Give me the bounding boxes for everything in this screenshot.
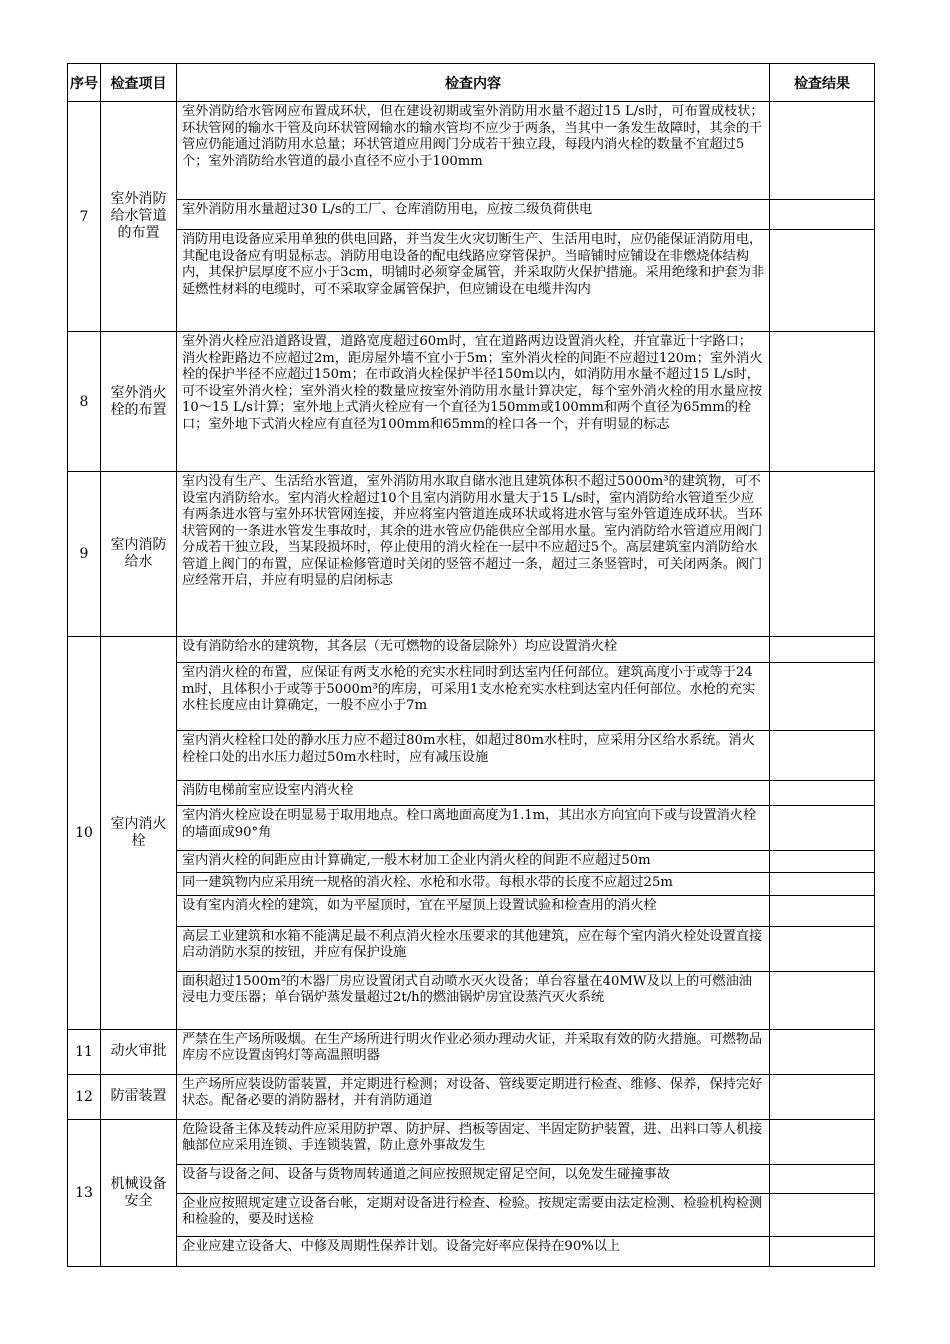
section-item: 机械设备安全 — [101, 1119, 177, 1266]
check-content: 严禁在生产场所吸烟。在生产场所进行明火作业必须办理动火证，并采取有效的防火措施。可燃物品库房不应设置卤钨灯等高温照明器 — [177, 1029, 770, 1074]
header-content: 检查内容 — [177, 64, 770, 102]
table-row — [68, 637, 875, 663]
section-item: 室内消防给水 — [101, 472, 177, 637]
result-cell[interactable] — [770, 1164, 875, 1193]
table-row — [68, 971, 875, 1029]
result-cell[interactable] — [770, 1119, 875, 1164]
section-item: 动火审批 — [101, 1029, 177, 1074]
result-cell[interactable] — [770, 1029, 875, 1074]
check-content: 生产场所应装设防雷装置，并定期进行检测；对设备、管线要定期进行检查、维修、保养，保持完好状态。配备必要的消防器材，并有消防通道 — [177, 1074, 770, 1119]
check-content: 室内没有生产、生活给水管道，室外消防用水取自储水池且建筑体积不超过5000m³的建筑物，可不设室内消防给水。室内消火栓超过10个且室内消防用水量大于15 L/s时，室内消防给水管道至少应有两条进水管与室外环状管网连接，并应将室内管道连成环状或将进水管与室外管道连成环状。当环状管网的一条进水管发生事故时，其余的进水管应仍能供应全部用水量。室内消防给水管道应用阀门分成若干独立段，当某段损坏时，停止使用的消火栓在一层中不应超过5个。高层建筑室内消防给水管道上阀门的布置，应保证检修管道时关闭的竖管不超过一条，超过三条竖管时，可关闭两条。阀门应经常开启，并应有明显的启闭标志 — [177, 472, 770, 637]
check-content: 设备与设备之间、设备与货物周转通道之间应按照规定留足空间，以免发生碰撞事故 — [177, 1164, 770, 1193]
check-content: 室内消火栓的间距应由计算确定,一般木材加工企业内消火栓的间距不应超过50m — [177, 851, 770, 873]
section-number: 7 — [68, 102, 101, 332]
section-number: 12 — [68, 1074, 101, 1119]
check-content: 企业应按照规定建立设备台帐，定期对设备进行检查、检验。按规定需要由法定检测、检验机构检测和检验的，要及时送检 — [177, 1193, 770, 1236]
result-cell[interactable] — [770, 926, 875, 971]
table-row — [68, 872, 875, 895]
result-cell[interactable] — [770, 1236, 875, 1266]
check-content: 高层工业建筑和水箱不能满足最不利点消火栓水压要求的其他建筑，应在每个室内消火栓处设置直接启动消防水泵的按钮，并应有保护设施 — [177, 926, 770, 971]
table-row — [68, 851, 875, 873]
check-content: 设有消防给水的建筑物，其各层（无可燃物的设备层除外）均应设置消火栓 — [177, 637, 770, 663]
check-content: 消防电梯前室应设室内消火栓 — [177, 781, 770, 806]
table-row — [68, 1074, 875, 1119]
result-cell[interactable] — [770, 200, 875, 230]
check-content: 危险设备主体及转动件应采用防护罩、防护屏、挡板等固定、半固定防护装置，进、出料口等人机接触部位应采用连锁、手连锁装置，防止意外事故发生 — [177, 1119, 770, 1164]
section-number: 9 — [68, 472, 101, 637]
table-row — [68, 806, 875, 851]
section-item: 室内消火栓 — [101, 637, 177, 1030]
check-content: 企业应建立设备大、中修及周期性保养计划。设备完好率应保持在90%以上 — [177, 1236, 770, 1266]
result-cell[interactable] — [770, 637, 875, 663]
result-cell[interactable] — [770, 872, 875, 895]
check-content: 室外消防给水管网应布置成环状，但在建设初期或室外消防用水量不超过15 L/s时，可布置成枝状；环状管网的输水干管及向环状管网输水的输水管均不应少于两条，当其中一条发生故障时，其余的干管应仍能通过消防用水总量；环状管道应用阀门分成若干独立段，每段内消火栓的数量不宜超过5个；室外消防给水管道的最小直径不应小于100mm — [177, 102, 770, 200]
result-cell[interactable] — [770, 731, 875, 781]
table-row — [68, 781, 875, 806]
table-row — [68, 926, 875, 971]
result-cell[interactable] — [770, 971, 875, 1029]
result-cell[interactable] — [770, 806, 875, 851]
result-cell[interactable] — [770, 472, 875, 637]
result-cell[interactable] — [770, 230, 875, 332]
result-cell[interactable] — [770, 895, 875, 926]
header-no: 序号 — [68, 64, 101, 102]
section-number: 10 — [68, 637, 101, 1030]
section-item: 室外消火栓的布置 — [101, 332, 177, 472]
result-cell[interactable] — [770, 332, 875, 472]
header-result: 检查结果 — [770, 64, 875, 102]
check-content: 面积超过1500m²的木器厂房应设置闭式自动喷水灭火设备；单台容量在40MW及以上的可燃油油浸电力变压器；单台锅炉蒸发量超过2t/h的燃油锅炉房宜设蒸汽灭火系统 — [177, 971, 770, 1029]
result-cell[interactable] — [770, 1193, 875, 1236]
table-row — [68, 663, 875, 731]
result-cell[interactable] — [770, 851, 875, 873]
table-row — [68, 230, 875, 332]
header-item: 检查项目 — [101, 64, 177, 102]
check-content: 设有室内消火栓的建筑，如为平屋顶时，宜在平屋顶上设置试验和检查用的消火栓 — [177, 895, 770, 926]
inspection-table — [67, 63, 875, 1267]
section-item: 防雷装置 — [101, 1074, 177, 1119]
result-cell[interactable] — [770, 781, 875, 806]
result-cell[interactable] — [770, 1074, 875, 1119]
check-content: 室内消火栓应设在明显易于取用地点。栓口离地面高度为1.1m，其出水方向宜向下或与设置消火栓的墙面成90°角 — [177, 806, 770, 851]
table-row — [68, 895, 875, 926]
check-content: 室内消火栓的布置，应保证有两支水枪的充实水柱同时到达室内任何部位。建筑高度小于或等于24m时，且体积小于或等于5000m³的库房，可采用1支水枪充实水柱到达室内任何部位。水枪的充实水柱长度应由计算确定，一般不应小于7m — [177, 663, 770, 731]
check-content: 室外消火栓应沿道路设置，道路宽度超过60m时，宜在道路两边设置消火栓，并宜靠近十字路口；消火栓距路边不应超过2m，距房屋外墙不宜小于5m；室外消火栓的间距不应超过120m；室外消火栓的保护半径不应超过150m；在市政消火栓保护半径150m以内，如消防用水量不超过15 L/s时，可不设室外消火栓；室外消火栓的数量应按室外消防用水量计算决定，每个室外消火栓的用水量应按10～15 L/s计算；室外地上式消火栓应有一个直径为150mm或100mm和两个直径为65mm的栓口；室外地下式消火栓应有直径为100mm和65mm的栓口各一个，并有明显的标志 — [177, 332, 770, 472]
result-cell[interactable] — [770, 102, 875, 200]
table-row — [68, 472, 875, 637]
section-number: 8 — [68, 332, 101, 472]
header-row — [68, 64, 875, 102]
table-row — [68, 102, 875, 200]
check-content: 室内消火栓栓口处的静水压力应不超过80m水柱，如超过80m水柱时，应采用分区给水系统。消火栓栓口处的出水压力超过50m水柱时，应有减压设施 — [177, 731, 770, 781]
table-row — [68, 1236, 875, 1266]
check-content: 消防用电设备应采用单独的供电回路，并当发生火灾切断生产、生活用电时，应仍能保证消防用电，其配电设备应有明显标志。消防用电设备的配电线路应穿管保护。当暗铺时应铺设在非燃烧体结构内，其保护层厚度不应小于3cm，明铺时必须穿金属管，并采取防火保护措施。采用绝缘和护套为非延燃性材料的电缆时，可不采取穿金属管保护，但应铺设在电缆井沟内 — [177, 230, 770, 332]
table-row — [68, 332, 875, 472]
section-item: 室外消防给水管道的布置 — [101, 102, 177, 332]
table-row — [68, 1119, 875, 1164]
result-cell[interactable] — [770, 663, 875, 731]
table-row — [68, 1193, 875, 1236]
check-content: 同一建筑物内应采用统一规格的消火栓、水枪和水带。每根水带的长度不应超过25m — [177, 872, 770, 895]
section-number: 13 — [68, 1119, 101, 1266]
section-number: 11 — [68, 1029, 101, 1074]
table-row — [68, 1164, 875, 1193]
check-content: 室外消防用水量超过30 L/s的工厂、仓库消防用电，应按二级负荷供电 — [177, 200, 770, 230]
table-row — [68, 1029, 875, 1074]
table-row — [68, 200, 875, 230]
table-row — [68, 731, 875, 781]
